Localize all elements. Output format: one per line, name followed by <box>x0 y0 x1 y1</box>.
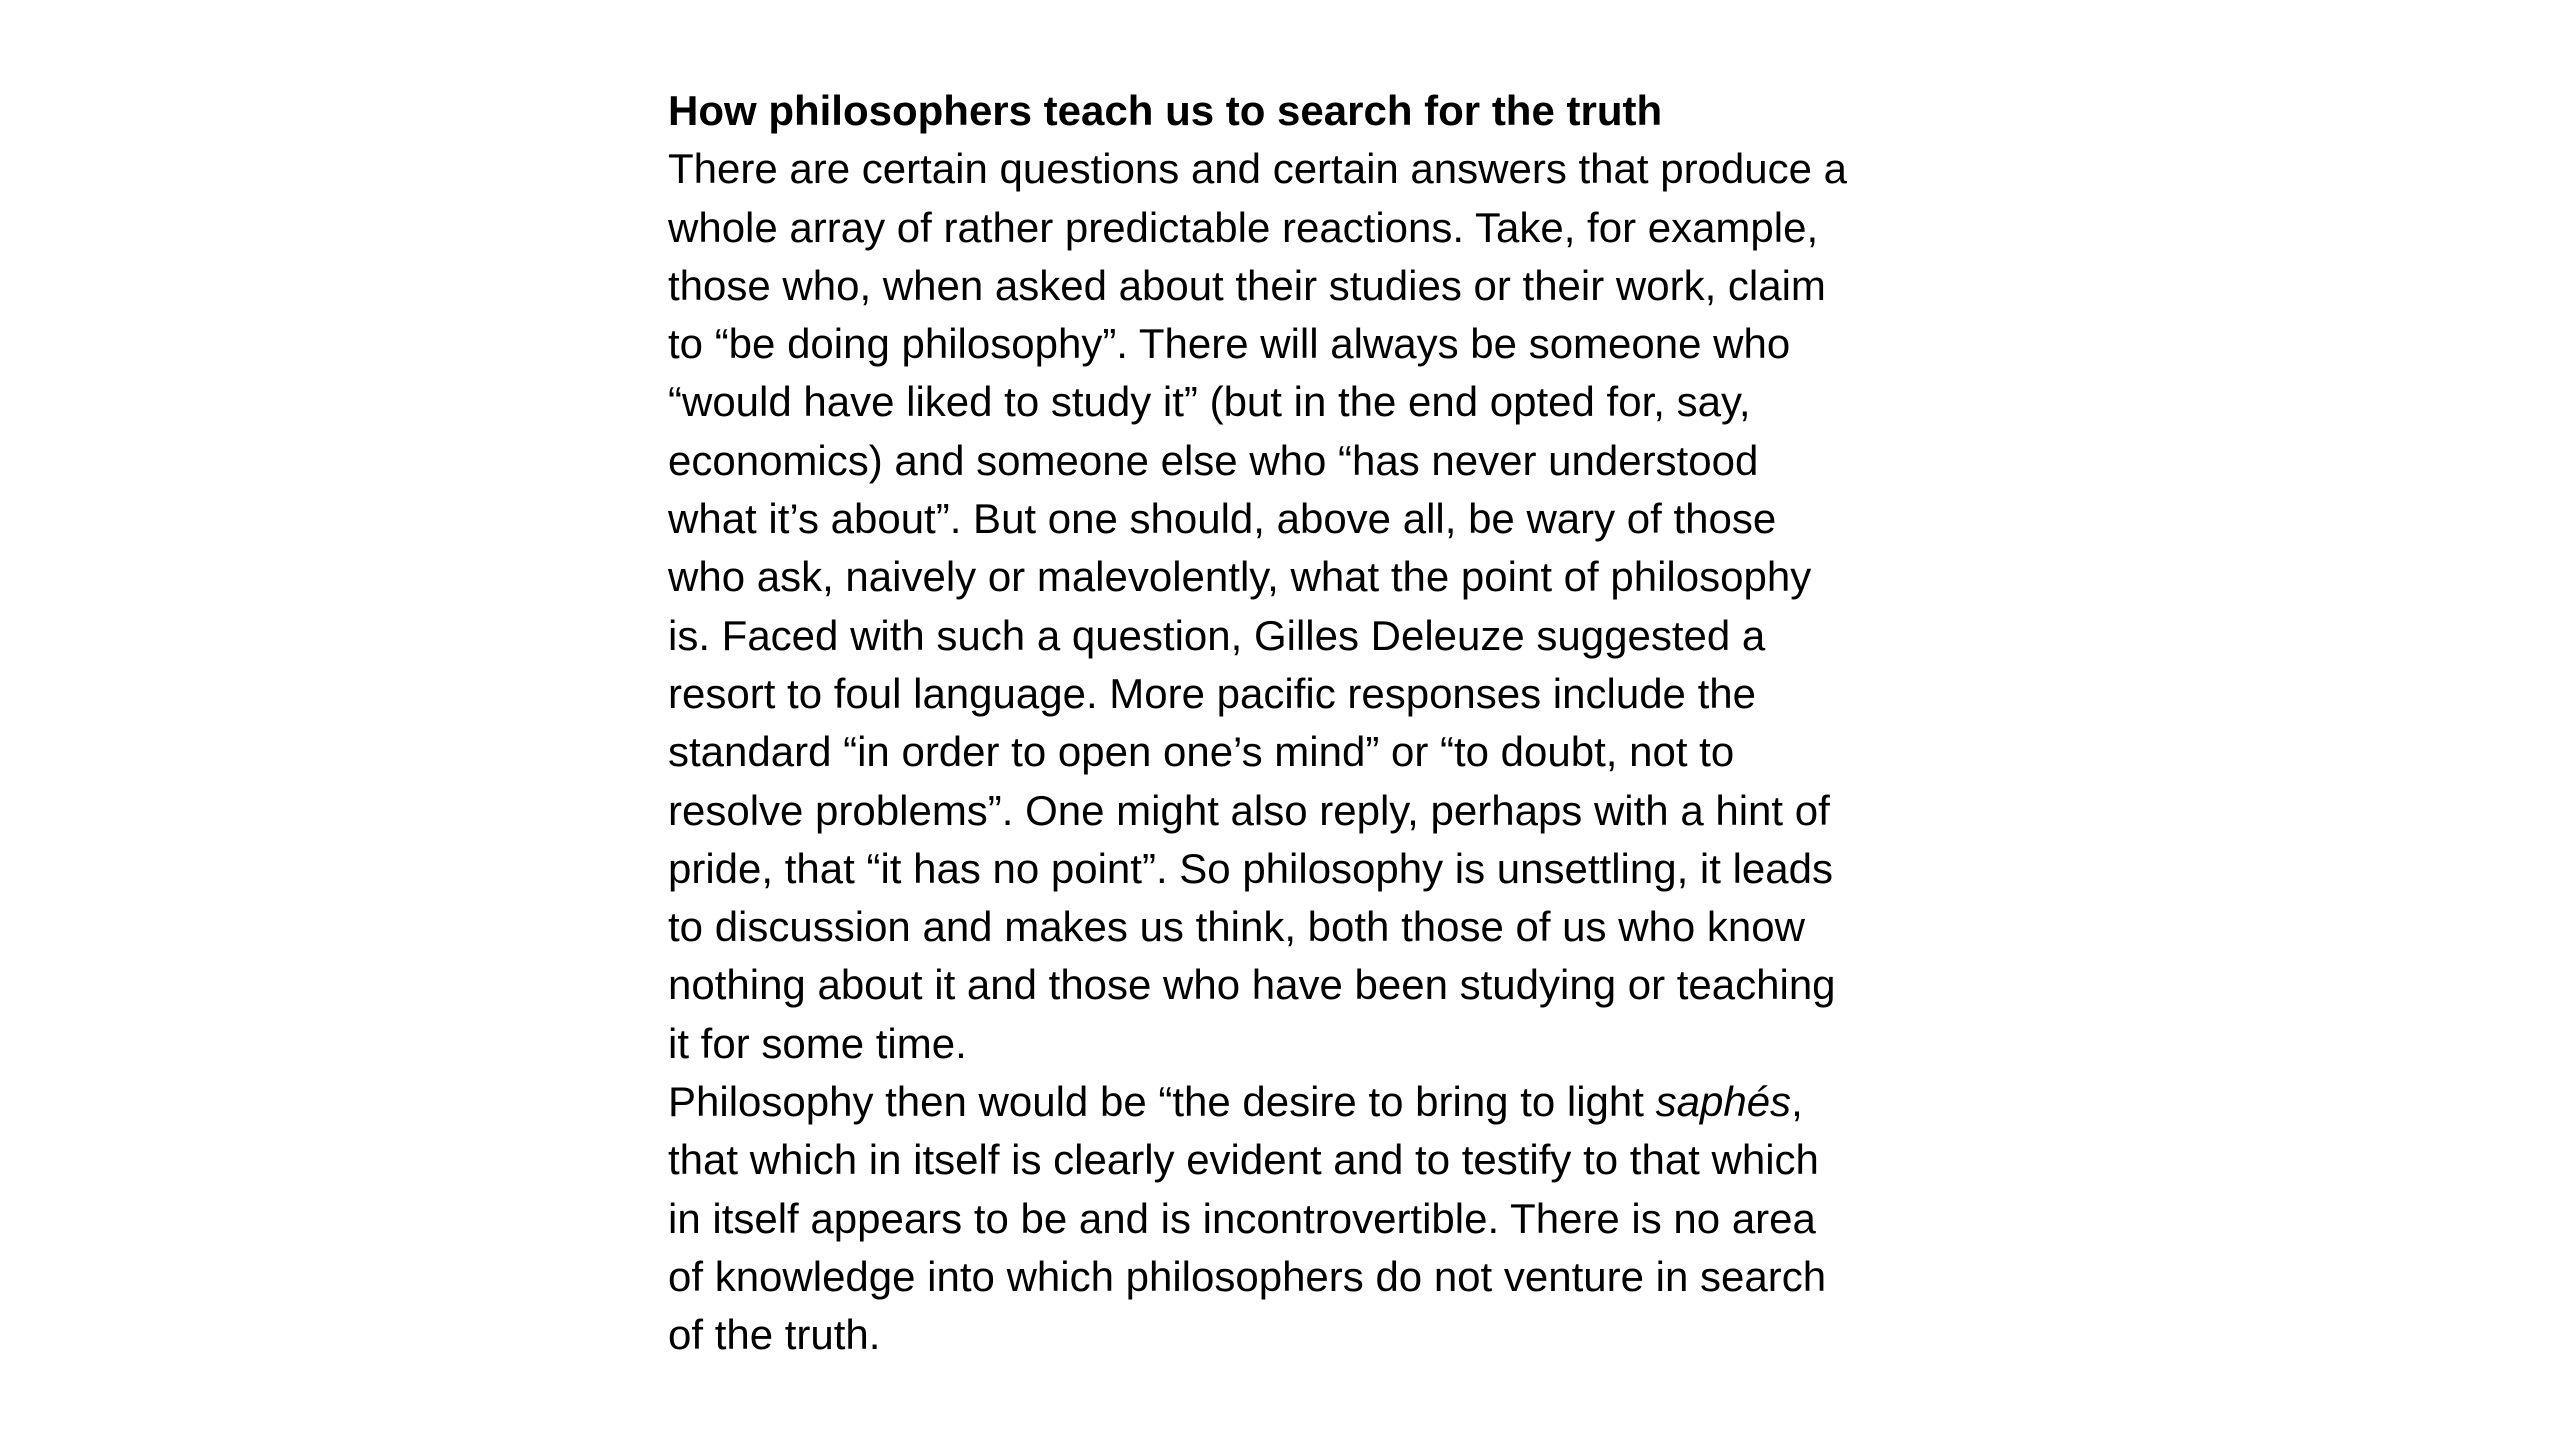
paragraph-line: it for some time. <box>668 1019 967 1067</box>
text-run: Philosophy then would be “the desire to bring to light <box>668 1078 1656 1126</box>
paragraph-line: resolve problems”. One might also reply, perhaps with a hint of <box>668 786 1830 834</box>
paragraph-line: that which in itself is clearly evident and to testify to that which <box>668 1136 1819 1184</box>
text-run: , <box>1791 1078 1803 1126</box>
paragraph-line: economics) and someone else who “has never understood <box>668 436 1759 484</box>
paragraph-line: pride, that “it has no point”. So philosophy is unsettling, it leads <box>668 844 1834 892</box>
paragraph-line: standard “in order to open one’s mind” or “to doubt, not to <box>668 728 1735 776</box>
paragraph-line: in itself appears to be and is incontrovertible. There is no area <box>668 1194 1816 1242</box>
paragraph-first-line <box>668 1073 1988 1131</box>
paragraph-line: whole array of rather predictable reactions. Take, for example, <box>668 203 1819 251</box>
paragraph-line: what it’s about”. But one should, above all, be wary of those <box>668 495 1777 543</box>
paragraph-line: of knowledge into which philosophers do not venture in search <box>668 1252 1827 1300</box>
paragraph-1 <box>668 140 1988 1073</box>
paragraph-line: resort to foul language. More pacific responses include the <box>668 669 1756 717</box>
paragraph-line: is. Faced with such a question, Gilles Deleuze suggested a <box>668 611 1766 659</box>
paragraph-line: “would have liked to study it” (but in the end opted for, say, <box>668 378 1751 426</box>
paragraph-line: of the truth. <box>668 1311 881 1359</box>
article-text <box>668 82 1988 1365</box>
article-title: How philosophers teach us to search for the truth <box>668 87 1663 134</box>
paragraph-line: those who, when asked about their studies or their work, claim <box>668 261 1826 309</box>
italic-term: saphés <box>1655 1078 1792 1126</box>
paragraph-2 <box>668 1073 1988 1364</box>
paragraph-line: who ask, naively or malevolently, what the point of philosophy <box>668 553 1812 601</box>
paragraph-line: to discussion and makes us think, both those of us who know <box>668 903 1805 951</box>
paragraph-line: There are certain questions and certain answers that produce a <box>668 145 1848 193</box>
paragraph-line: to “be doing philosophy”. There will always be someone who <box>668 320 1791 368</box>
paragraph-line: nothing about it and those who have been studying or teaching <box>668 961 1836 1009</box>
